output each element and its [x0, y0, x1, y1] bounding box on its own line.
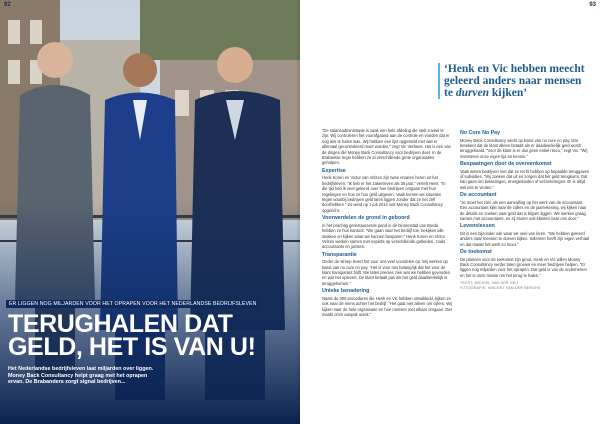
headline [8, 310, 298, 361]
quote-line-2: geleerd anders naar mensen [444, 75, 582, 87]
subheading: De toekomst [460, 249, 492, 256]
credit-text: TEKST: MICHIEL VAN DER HEIJ [460, 281, 519, 286]
body-paragraph: Onder de streep levert het voor ons veel voordelen op. Wij werken op basis van no cure no pay. “Het is voor ons belangrijk dat het voor de klant transparant blijft. We laten precies zien wat we hebben gevonden en wat het oplevert. De klant betaalt pas als het geld daadwerkelijk is teruggekomen.” [322, 259, 451, 286]
subheading: Expertise [322, 167, 346, 174]
subheading: De accountant [460, 192, 497, 199]
body-paragraph: Dit is een bijzonder vak waar we veel van leren. “We hebben geleerd anders naar mensen te durven kijken. Iedereen heeft zijn eigen verhaal en dat maakt het werk zo mooi.” [460, 230, 590, 247]
intro-line-3: ervan. De Brabanders zorgt signal bedrijven... [8, 379, 126, 386]
body-paragraph: In het prachtig gerestaureerde pand in de binnenstad van Breda hebben ze hun kantoor. “We gaan naar het bedrijf toe, bekijken alle stukken en kijken waar we kunnen besparen.” Henk Koren en Victor Velzen werken samen met experts op verschillende gebieden, zoals accountants en juristen. [322, 222, 446, 250]
quote-line-3 [444, 87, 588, 99]
subheading: No Cure No Pay [460, 130, 501, 136]
subheading: Transparantie [322, 251, 357, 258]
subheading: Unieke benadering [322, 288, 370, 295]
body-paragraph: Money Back Consultancy werkt op basis van no cure no pay. Dat betekent dat de klant alleen betaalt als er daadwerkelijk geld wordt teruggehaald. “Voor de klant is er dus geen enkel risico,” zegt Vic. “Wij investeren onze eigen tijd en kennis.” [460, 137, 588, 159]
body-paragraph: “Je moet het zien als een aanvulling op het werk van de accountant. Een accountant kijkt naar de cijfers en de jaarrekening, wij kijken naar de details en zoeken naar geld dat is blijven liggen. We werken graag samen met accountants, en zij sturen ook klanten naar ons door.” [460, 199, 587, 221]
body-paragraph: Henk Koren en Victor van Velzen zijn twee ervaren heren uit het bedrijfsleven. “Ik heb er het zakenleven als 25 jaar,” vertelt Henk. “In die tijd heb ik veel geleerd over hoe bedrijven omgaan met hun regelingen en hoe ze hun geld uitgeven. Vaak komen we situaties tegen waarbij bedrijven geld laten liggen zonder dat ze het zelf doorhebben.” Zo werd op 1 juli 2014 ook Money Back Consultancy opgericht. [322, 175, 446, 213]
quote-word-kijken: kijken’ [491, 87, 528, 99]
intro-text [8, 366, 258, 386]
quote-word-durven: durven [455, 87, 490, 99]
kicker-bar [6, 300, 259, 308]
body-paragraph: Vaak weten bedrijven niet dat ze recht hebben op bepaalde teruggaven of subsidies. “Wij zoeken dat uit en zorgen dat het geld terugkomt. Dat kan gaan om belastingen, energiekosten of verzekeringen. Er is altijd wel iets te vinden.” [460, 168, 590, 190]
headline-line-2: GELD, HET IS VAN U! [8, 333, 256, 361]
quote-word-te: te [444, 87, 453, 99]
credit-photo: FOTOGRAFIE: VINCENT VAN DER BERGHE [460, 286, 541, 291]
page-number-right: 93 [589, 2, 596, 8]
subheading: Voorwerdelen de grond in geboord [322, 215, 410, 222]
right-page [300, 0, 600, 424]
kicker-text: ER LIGGEN NOG MILJARDEN VOOR HET OPRAPEN VOOR HET NEDERLANDSE BEDRIJFSLEVEN [9, 301, 257, 307]
headline-line-1: TERUGHALEN DAT [8, 310, 233, 338]
intro-line-1: Het Nederlandse bedrijfsleven laat miljarden over liggen. [8, 366, 154, 372]
body-paragraph: Naast de 300 procedures die Henk en Vic hebben ontwikkeld, kijken ze ook naar de mens achter het bedrijf. “Het gaat niet alleen om cijfers. Wij kijken naar de hele organisatie en hoe mensen met elkaar omgaan. Dat maakt onze aanpak uniek.” [322, 295, 452, 317]
pull-quote [438, 63, 588, 99]
text-column-left [322, 128, 452, 319]
page-number-left: 92 [4, 2, 11, 8]
text-column-right [460, 128, 590, 291]
body-paragraph: “De salarisadministratie is vaak een hele afdeling die stelt zoveel te zijn. Wij controleren het voorafgaand aan de controle en vonden dat er nog iets te halen was. Wij hebben een lijst opgesteld met wat er allemaal gecontroleerd moet worden,” zegt Vic Verbeek. Het is een van de dingen die Money Back Consultancy voor bedrijven doet. In de Brabantse regio hebben ze al verschillende grote organisaties geholpen. [322, 128, 451, 166]
subheading: Levenslessen [460, 223, 495, 230]
credits [460, 281, 590, 291]
body-paragraph: De plannen voor de toekomst zijn groot. Henk en Vic willen Money Back Consultancy verder laten groeien en meer bedrijven helpen. “Er liggen nog miljarden voor het oprapen. Dat geld is van de ondernemer en het is onze missie om het terug te halen.” [460, 256, 587, 278]
subheading: Bespaatngen door de overeenkomst [460, 161, 552, 168]
intro-line-2: Money Back Consultancy helpt graag met het oprapen [8, 372, 148, 379]
quote-line-1: ‘Henk en Vic hebben meecht [444, 63, 585, 75]
